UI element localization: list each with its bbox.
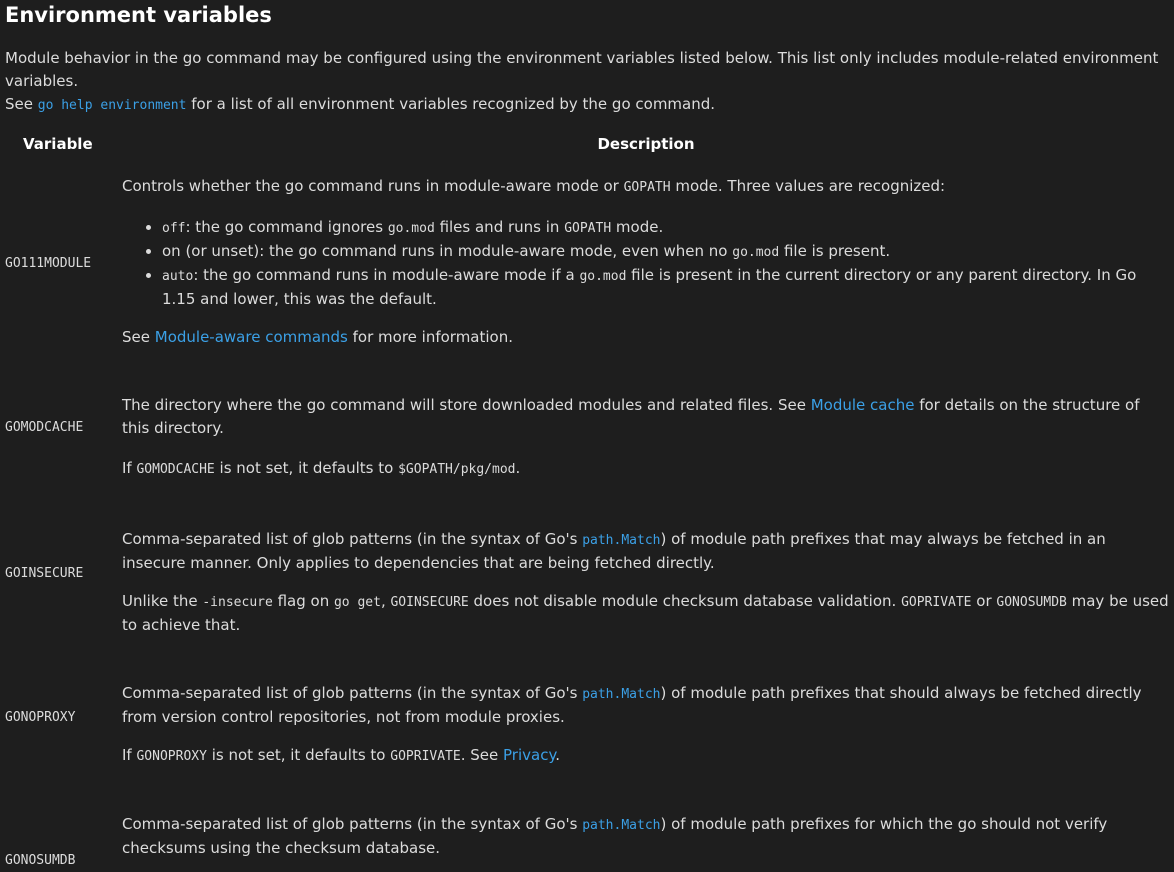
table-row	[5, 783, 1170, 872]
variable-description-gonoproxy: Comma-separated list of glob patterns (in the syntax of Go's path.Match) of module path prefixes that should always be fetched directly from version control repositories, not from module proxies. If GONOPROXY is not set, it defaults to GOPRIVATE. See Privacy.	[122, 684, 1142, 764]
variable-name-gonosumdb: GONOSUMDB	[5, 853, 76, 868]
table-row	[5, 165, 1170, 361]
values-list	[122, 216, 1170, 311]
list-item: • off: the go command ignores go.mod files and runs in GOPATH mode.	[162, 216, 1170, 240]
column-header-variable: Variable	[23, 135, 93, 153]
env-variables-table	[5, 123, 1170, 872]
variable-description-gonosumdb: Comma-separated list of glob patterns (in the syntax of Go's path.Match) of module path prefixes for which the go should not verify checksums using the checksum database.	[122, 815, 1108, 857]
module-aware-commands-link[interactable]: Module-aware commands	[154, 328, 348, 346]
variable-description-go111module: Controls whether the go command runs in module-aware mode or GOPATH mode. Three values are recognized: • off: the go command ignores go.mod files and runs in GOPATH mode. • on (or unset): the go command runs in module-aware mode, even when no go.mod file is present. • auto: the go command runs in module-aware mode if a go.mod file is present in the current directory or any parent directory. In Go 1.15 and lower, this was the default. See Module-aware commands for more information.	[122, 165, 1170, 361]
column-header-description: Description	[597, 135, 695, 153]
page-title: Environment variables	[5, 3, 272, 27]
privacy-link[interactable]: Privacy	[503, 746, 556, 764]
table-row	[5, 652, 1170, 783]
variable-name-gonoproxy: GONOPROXY	[5, 710, 76, 725]
variable-name-goinsecure: GOINSECURE	[5, 565, 84, 581]
go-help-environment-code: go help environment	[37, 98, 187, 113]
list-item: • auto: the go command runs in module-aware mode if a go.mod file is present in the current directory or any parent directory. In Go 1.15 and lower, this was the default.	[162, 264, 1170, 311]
variable-description-gomodcache: The directory where the go command will store downloaded modules and related files. See Module cache for details on the structure of this directory. If GOMODCACHE is not set, it defaults to $GOPATH/pkg/mod.	[122, 396, 1140, 477]
variable-name-go111module: GO111MODULE	[5, 255, 92, 271]
module-cache-link[interactable]: Module cache	[810, 396, 915, 414]
table-row	[5, 361, 1170, 494]
list-item: • on (or unset): the go command runs in module-aware mode, even when no go.mod file is present.	[162, 240, 1170, 264]
intro-paragraph: Module behavior in the go command may be configured using the environment variables listed below. This list only includes module-related environment variables. See go help environment for a list of all environment variables recognized by the go command.	[5, 49, 1159, 113]
table-header-row	[5, 123, 1170, 165]
table-row	[5, 494, 1170, 652]
variable-name-gomodcache: GOMODCACHE	[5, 420, 84, 435]
variable-description-goinsecure: Comma-separated list of glob patterns (in the syntax of Go's path.Match) of module path prefixes that may always be fetched in an insecure manner. Only applies to dependencies that are being fetched directly. Unlike the -insecure flag on go get, GOINSECURE does not disable module checksum database validation. GOPRIVATE or GONOSUMDB may be used to achieve that.	[122, 530, 1169, 634]
